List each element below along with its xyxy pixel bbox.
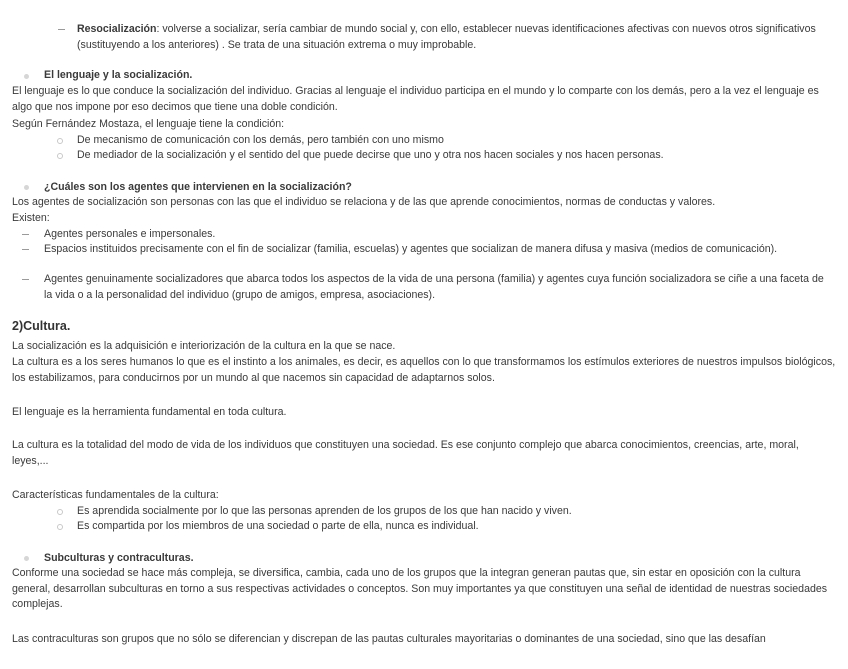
resocializacion-text: : volverse a socializar, sería cambiar de mundo social y, con ello, establecer nuevas identificaciones afectivas con nuevos otros significativos (sustituyendo a los anteriores) . Se trata de una situación extrema o muy improbable. [77,23,816,51]
circle-bullet [57,509,63,515]
contraculturas-paragraph: Las contraculturas son grupos que no sólo se diferencian y discrepan de las pautas culturales mayoritarias o dominantes de una sociedad, sino que las desafían [12,633,766,645]
agentes-heading: ¿Cuáles son los agentes que intervienen en la socialización? [44,181,352,193]
bullet-dot [24,556,29,561]
lenguaje-heading: El lenguaje y la socialización. [44,69,193,81]
dash-bullet [22,227,34,242]
lenguaje-item-1: De mecanismo de comunicación con los demás, pero también con uno mismo [77,134,444,146]
cultura-p4: La cultura es la totalidad del modo de vida de los individuos que constituyen una sociedad. Es ese conjunto complejo que abarca conocimientos, creencias, arte, moral, leyes,... [12,439,799,467]
cultura-p3: El lenguaje es la herramienta fundamental en toda cultura. [12,406,287,418]
lenguaje-paragraph: El lenguaje es lo que conduce la socialización del individuo. Gracias al lenguaje el individuo participa en el mundo y lo comparte con los demás, pero a la vez el lenguaje es algo que nos impone por eso decimos que tiene una doble condición. [12,85,819,113]
dash-bullet [58,22,70,37]
resocializacion-term: Resocialización [77,23,157,35]
resocializacion-item [77,22,818,53]
agentes-intro: Existen: [12,212,50,224]
subculturas-heading: Subculturas y contraculturas. [44,552,194,564]
bullet-dot [24,185,29,190]
agentes-item-2: Espacios instituidos precisamente con el fin de socializar (familia, escuelas) y agentes que socializan de manera difusa y masiva (medios de comunicación). [44,243,778,255]
agentes-paragraph: Los agentes de socialización son personas con las que el individuo se relaciona y de las que aprende conocimientos, normas de conductas y valores. [12,196,716,208]
dash-bullet [22,242,34,257]
circle-bullet [57,153,63,159]
cultura-item-2: Es compartida por los miembros de una sociedad o parte de ella, nunca es individual. [77,520,479,532]
cultura-heading: 2)Cultura. [12,319,71,333]
lenguaje-intro: Según Fernández Mostaza, el lenguaje tiene la condición: [12,118,285,130]
cultura-intro: Características fundamentales de la cultura: [12,489,219,501]
circle-bullet [57,138,63,144]
bullet-dot [24,74,29,79]
circle-bullet [57,524,63,530]
cultura-p1: La socialización es la adquisición e interiorización de la cultura en la que se nace. [12,340,396,352]
agentes-item-1: Agentes personales e impersonales. [44,228,216,240]
subculturas-paragraph: Conforme una sociedad se hace más compleja, se diversifica, cambia, cada uno de los grupos que la integran generan pautas que, sin estar en oposición con la cultura general, desarrollan subculturas en torno a sus respectivas actividades o conceptos. Son muy importantes ya que constituyen una señal de identidad de nuestras sociedades complejas. [12,567,828,610]
lenguaje-item-2: De mediador de la socialización y el sentido del que puede decirse que uno y otra nos hacen sociales y nos hacen personas. [77,149,664,161]
dash-bullet [22,272,34,287]
agentes-item-3: Agentes genuinamente socializadores que abarca todos los aspectos de la vida de una persona (familia) y agentes cuya función socializadora se ciñe a una faceta de la vida o a la personalidad del individuo (grupo de amigos, empresa, asociaciones). [44,273,824,301]
cultura-p2: La cultura es a los seres humanos lo que es el instinto a los animales, es decir, es aquellos con lo que transformamos los estímulos exteriores de nuestros impulsos biológicos, los estabilizamos, para conducirnos por un mundo al que nacemos sin capacidad de adaptarnos solos. [12,356,836,384]
cultura-item-1: Es aprendida socialmente por lo que las personas aprenden de los grupos de los que han nacido y viven. [77,505,572,517]
